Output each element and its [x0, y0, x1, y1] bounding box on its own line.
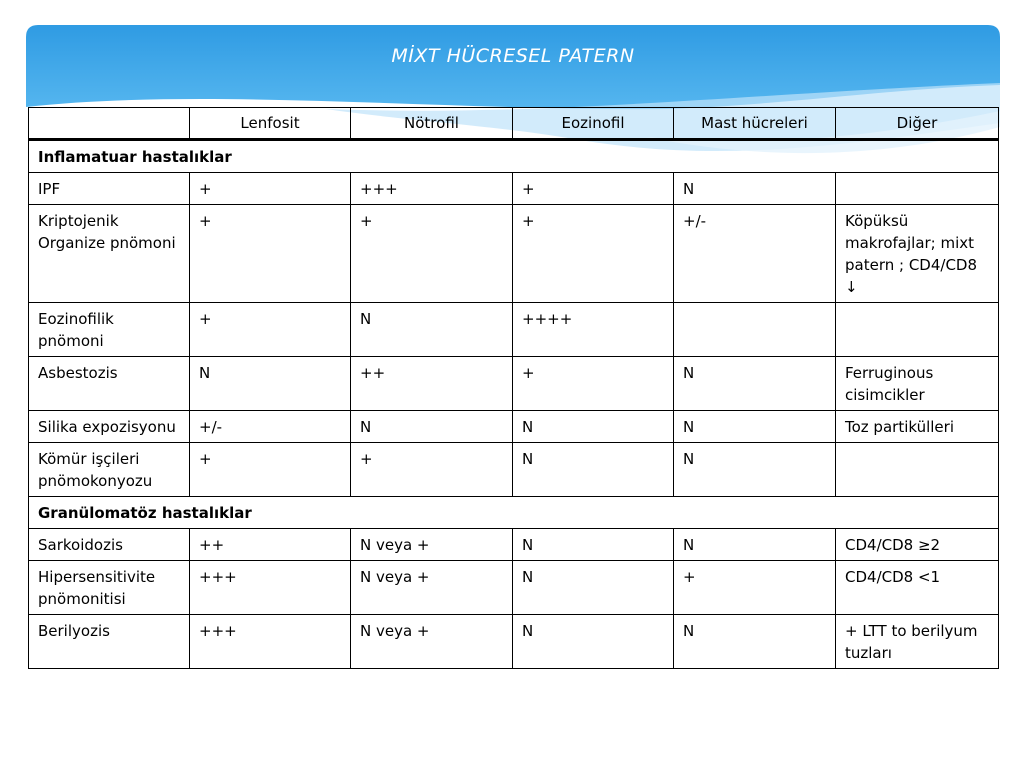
- table-cell: +: [190, 443, 351, 497]
- header-cell-diger: Diğer: [836, 108, 999, 140]
- table-cell: [836, 303, 999, 357]
- table-cell: N: [351, 303, 513, 357]
- table-cell: +: [190, 303, 351, 357]
- table-cell: N: [513, 529, 674, 561]
- disease-name-cell: Berilyozis: [29, 615, 190, 669]
- table-cell: N veya +: [351, 615, 513, 669]
- table-cell: Köpüksü makrofajlar; mixt patern ; CD4/CD8 ↓: [836, 205, 999, 303]
- table-cell: +: [513, 205, 674, 303]
- table-cell: N: [513, 411, 674, 443]
- table-cell: CD4/CD8 <1: [836, 561, 999, 615]
- table-cell: [836, 443, 999, 497]
- table-cell: +/-: [190, 411, 351, 443]
- table-cell: N: [513, 561, 674, 615]
- table-row: [29, 411, 999, 443]
- disease-name-cell: Eozinofilik pnömoni: [29, 303, 190, 357]
- table-cell: N veya +: [351, 529, 513, 561]
- section-row: [29, 497, 999, 529]
- cell-pattern-table: [28, 107, 999, 669]
- table-cell: [836, 173, 999, 205]
- section-label: Inflamatuar hastalıklar: [29, 140, 999, 173]
- table-cell: N: [674, 529, 836, 561]
- table-cell: N: [513, 443, 674, 497]
- table-row: [29, 561, 999, 615]
- table-row: [29, 205, 999, 303]
- table-cell: [674, 303, 836, 357]
- disease-name-cell: Asbestozis: [29, 357, 190, 411]
- table-cell: ++++: [513, 303, 674, 357]
- header-cell-notrofil: Nötrofil: [351, 108, 513, 140]
- header-cell-lenfosit: Lenfosit: [190, 108, 351, 140]
- table-row: [29, 173, 999, 205]
- table-cell: +: [351, 443, 513, 497]
- table-cell: N: [190, 357, 351, 411]
- table-cell: N veya +: [351, 561, 513, 615]
- table-cell: Toz partikülleri: [836, 411, 999, 443]
- table-cell: +: [351, 205, 513, 303]
- table-cell: ++: [351, 357, 513, 411]
- table-cell: N: [351, 411, 513, 443]
- table-cell: ++: [190, 529, 351, 561]
- disease-name-cell: Hipersensitivite pnömonitisi: [29, 561, 190, 615]
- table-cell: + LTT to berilyum tuzları: [836, 615, 999, 669]
- disease-name-cell: IPF: [29, 173, 190, 205]
- disease-name-cell: Kriptojenik Organize pnömoni: [29, 205, 190, 303]
- table-cell: +: [674, 561, 836, 615]
- table-cell: +: [513, 173, 674, 205]
- table-cell: N: [674, 615, 836, 669]
- table-cell: N: [674, 357, 836, 411]
- table-row: [29, 357, 999, 411]
- page-title: MİXT HÜCRESEL PATERN: [391, 45, 635, 67]
- table-cell: N: [674, 443, 836, 497]
- table-body: [29, 140, 999, 669]
- table-row: [29, 615, 999, 669]
- table-cell: +: [190, 173, 351, 205]
- header-cell-eozinofil: Eozinofil: [513, 108, 674, 140]
- section-label: Granülomatöz hastalıklar: [29, 497, 999, 529]
- disease-name-cell: Kömür işçileri pnömokonyozu: [29, 443, 190, 497]
- table-cell: +++: [190, 561, 351, 615]
- header-cell-mast: Mast hücreleri: [674, 108, 836, 140]
- disease-name-cell: Silika expozisyonu: [29, 411, 190, 443]
- table-cell: Ferruginous cisimcikler: [836, 357, 999, 411]
- disease-name-cell: Sarkoidozis: [29, 529, 190, 561]
- table-row: [29, 443, 999, 497]
- table-cell: +: [190, 205, 351, 303]
- header-row: [29, 108, 999, 140]
- table-cell: +: [513, 357, 674, 411]
- table-cell: N: [513, 615, 674, 669]
- table-cell: N: [674, 411, 836, 443]
- table-cell: +/-: [674, 205, 836, 303]
- table-cell: CD4/CD8 ≥2: [836, 529, 999, 561]
- table-row: [29, 529, 999, 561]
- table-cell: +++: [351, 173, 513, 205]
- section-row: [29, 140, 999, 173]
- table-cell: +++: [190, 615, 351, 669]
- table-row: [29, 303, 999, 357]
- header-cell-blank: [29, 108, 190, 140]
- table-cell: N: [674, 173, 836, 205]
